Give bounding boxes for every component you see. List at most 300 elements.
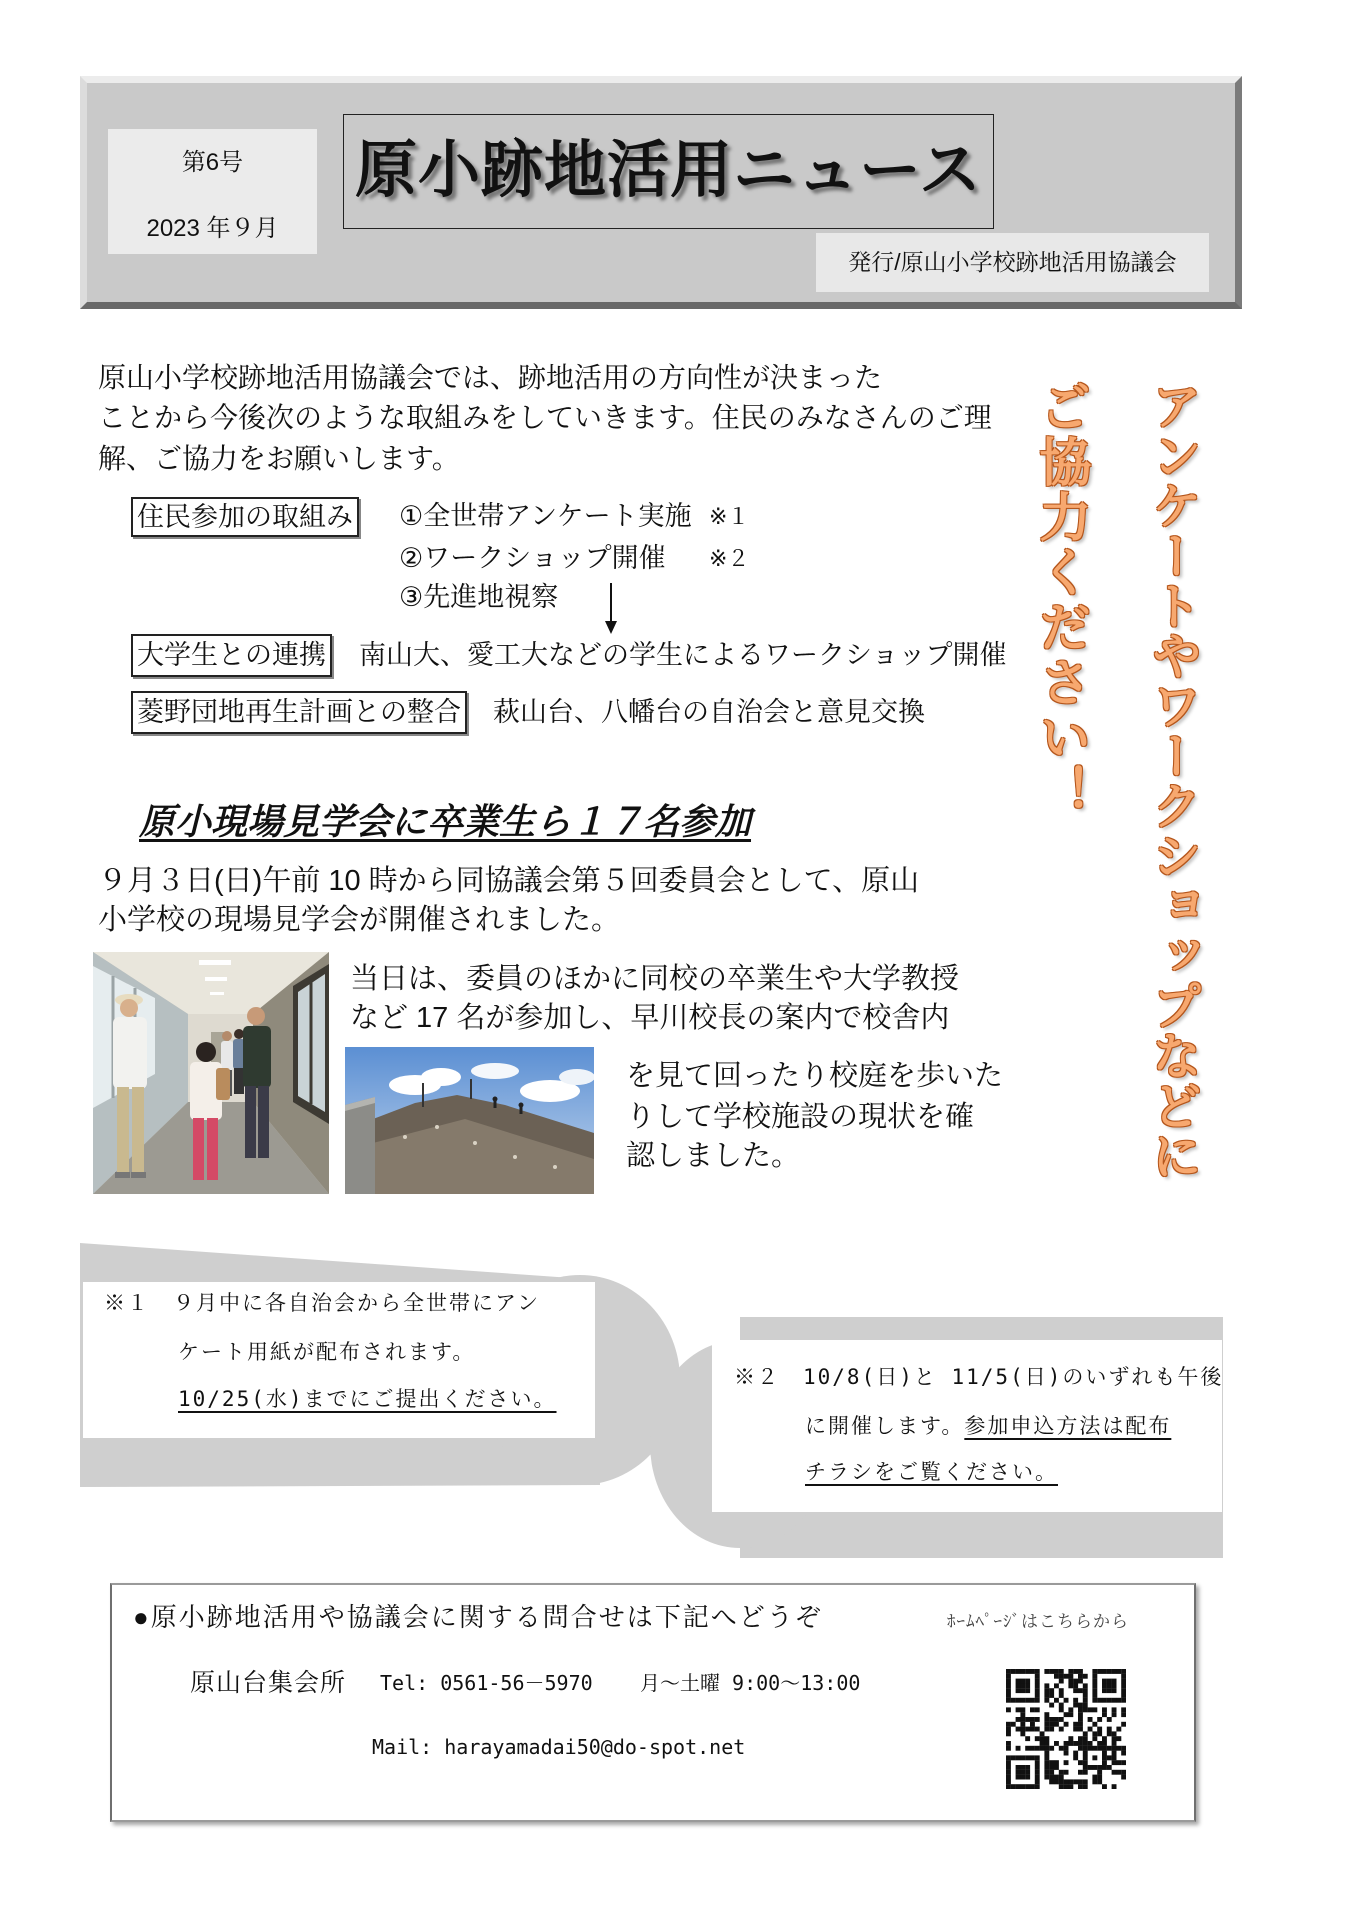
qr-module [1078,1712,1083,1717]
qr-module [1078,1770,1083,1775]
qr-module [1016,1765,1021,1770]
note1-line: ケート用紙が配布されます。 [178,1340,476,1364]
qr-module [1073,1727,1078,1732]
qr-module [1049,1693,1054,1698]
illustration-shape [494,1101,497,1108]
qr-module [1102,1765,1107,1770]
qr-module [1020,1688,1025,1693]
qr-module [1030,1755,1035,1760]
qr-module [1092,1698,1097,1703]
qr-module [1035,1765,1040,1770]
qr-module [1054,1669,1059,1674]
qr-module [1068,1707,1073,1712]
qr-module [1044,1712,1049,1717]
note2-application-text: 参加申込方法は配布 [964,1414,1172,1438]
qr-module [1049,1746,1054,1751]
qr-module [1083,1760,1088,1765]
qr-module [1064,1741,1069,1746]
qr-module [1016,1707,1021,1712]
qr-module [1030,1727,1035,1732]
qr-module [1112,1784,1117,1789]
qr-module [1107,1679,1112,1684]
qr-module [1097,1779,1102,1784]
qr-module [1059,1779,1064,1784]
qr-module [1064,1722,1069,1727]
qr-module [1054,1683,1059,1688]
qr-module [1078,1784,1083,1789]
illustration-shape [131,1172,146,1178]
illustration-shape [234,1029,244,1039]
qr-module [1025,1736,1030,1741]
initiative-item: ③先進地視察 [399,582,559,612]
qr-module [1044,1669,1049,1674]
qr-module [1073,1755,1078,1760]
qr-module [1016,1669,1021,1674]
qr-module [1097,1669,1102,1674]
qr-module [1049,1669,1054,1674]
qr-module [1112,1770,1117,1775]
qr-module [1049,1688,1054,1693]
article-body-line: を見て回ったり校庭を歩いた [626,1060,1004,1092]
article-intro-line: 小学校の現場見学会が開催されました。 [98,904,621,936]
illustration-shape [117,1087,129,1173]
qr-module [1092,1679,1097,1684]
illustration-shape [207,1118,218,1180]
qr-module [1068,1674,1073,1679]
issue-number: 第6号 [181,149,244,176]
article-intro-line: ９月３日(日)午前 10 時から同協議会第５回委員会として、原山 [98,865,920,897]
qr-module [1092,1775,1097,1780]
qr-module [1006,1693,1011,1698]
illustration-shape [210,992,224,995]
qr-module [1083,1731,1088,1736]
qr-module [1044,1741,1049,1746]
qr-module [1097,1731,1102,1736]
qr-module [1112,1755,1117,1760]
qr-module [1035,1775,1040,1780]
qr-module [1116,1746,1121,1751]
qr-module [1049,1722,1054,1727]
illustration-shape [519,1103,524,1108]
qr-module [1020,1755,1025,1760]
qr-module [1044,1683,1049,1688]
initiative-item: ②ワークショップ開催 [399,543,666,573]
illustration-shape [513,1155,517,1159]
qr-module [1044,1770,1049,1775]
qr-module [1006,1770,1011,1775]
qr-module [1078,1736,1083,1741]
qr-module [1078,1688,1083,1693]
qr-module [1078,1760,1083,1765]
qr-module [1035,1698,1040,1703]
qr-module [1016,1755,1021,1760]
contact-tel: Tel: 0561-56－5970 [380,1671,593,1695]
qr-module [1006,1779,1011,1784]
qr-module [1121,1760,1126,1765]
publisher-box [816,233,1209,292]
illustration-shape [435,1125,439,1129]
qr-module [1083,1703,1088,1708]
qr-module [1020,1707,1025,1712]
qr-module [1102,1688,1107,1693]
qr-module [1054,1722,1059,1727]
qr-module [1016,1683,1021,1688]
issue-date: 2023 年９月 [146,215,279,242]
illustration-shape [559,1069,594,1085]
qr-module [1064,1779,1069,1784]
qr-module [1035,1779,1040,1784]
qr-module [1068,1712,1073,1717]
qr-module [1102,1751,1107,1756]
qr-module [1006,1784,1011,1789]
qr-module [1083,1736,1088,1741]
qr-module [1035,1707,1040,1712]
qr-module [1097,1717,1102,1722]
qr-module [1121,1698,1126,1703]
qr-module [1059,1775,1064,1780]
qr-module [1020,1722,1025,1727]
note1-deadline: 10/25(水)までにご提出ください。 [178,1387,557,1411]
qr-module [1059,1770,1064,1775]
qr-code [1006,1669,1126,1789]
qr-module [1068,1779,1073,1784]
qr-module [1020,1770,1025,1775]
qr-module [1049,1765,1054,1770]
qr-module [1102,1669,1107,1674]
qr-module [1035,1688,1040,1693]
qr-module [1044,1688,1049,1693]
qr-module [1112,1760,1117,1765]
qr-module [1016,1727,1021,1732]
photo-schoolyard-image [345,1047,594,1194]
qr-module [1073,1683,1078,1688]
qr-module [1064,1674,1069,1679]
qr-module [1078,1741,1083,1746]
qr-module [1121,1775,1126,1780]
photo-hallway-image [93,952,329,1194]
qr-module [1049,1775,1054,1780]
qr-module [1097,1770,1102,1775]
qr-module [1092,1779,1097,1784]
qr-module [1025,1717,1030,1722]
illustration-shape [199,960,231,965]
qr-module [1097,1698,1102,1703]
qr-module [1054,1698,1059,1703]
illustration-shape [345,1097,375,1194]
qr-module [1011,1669,1016,1674]
qr-module [1044,1755,1049,1760]
qr-module [1054,1760,1059,1765]
qr-module [1020,1731,1025,1736]
qr-module [1044,1736,1049,1741]
qr-module [1016,1775,1021,1780]
qr-module [1083,1751,1088,1756]
qr-module [1025,1727,1030,1732]
homepage-label: ﾎｰﾑﾍﾟｰｼﾞはこちらから [947,1612,1129,1631]
qr-module [1088,1765,1093,1770]
qr-module [1025,1775,1030,1780]
qr-module [1044,1746,1049,1751]
illustration-shape [247,1007,265,1025]
qr-module [1006,1760,1011,1765]
qr-module [1092,1683,1097,1688]
qr-module [1035,1770,1040,1775]
qr-module [1025,1669,1030,1674]
qr-module [1097,1741,1102,1746]
qr-module [1006,1727,1011,1732]
qr-module [1078,1722,1083,1727]
illustration-shape [205,977,227,981]
illustration-shape [553,1165,557,1169]
qr-module [1006,1679,1011,1684]
qr-module [1016,1679,1021,1684]
qr-module [1030,1746,1035,1751]
qr-module [1059,1717,1064,1722]
qr-module [1078,1746,1083,1751]
illustration-shape [132,1087,144,1173]
qr-module [1020,1698,1025,1703]
qr-module [1059,1674,1064,1679]
qr-module [1020,1717,1025,1722]
qr-module [1035,1717,1040,1722]
illustration-shape [222,1031,232,1041]
qr-module [1092,1746,1097,1751]
initiative-item: ①全世帯アンケート実施 [399,501,692,531]
qr-module [1107,1727,1112,1732]
article-body-line: 当日は、委員のほかに同校の卒業生や大学教授 [350,963,960,995]
qr-module [1092,1707,1097,1712]
qr-module [1078,1717,1083,1722]
qr-module [1092,1731,1097,1736]
qr-module [1011,1722,1016,1727]
qr-module [1059,1784,1064,1789]
qr-module [1068,1669,1073,1674]
issue-info-box [108,129,317,254]
qr-module [1073,1688,1078,1693]
qr-module [1116,1760,1121,1765]
qr-module [1121,1770,1126,1775]
qr-module [1035,1679,1040,1684]
article-heading: 原小現場見学会に卒業生ら１７名参加 [139,801,752,842]
qr-module [1097,1765,1102,1770]
qr-module [1059,1727,1064,1732]
qr-module [1112,1669,1117,1674]
qr-module [1121,1707,1126,1712]
qr-module [1078,1707,1083,1712]
qr-module [1088,1741,1093,1746]
qr-module [1083,1674,1088,1679]
qr-module [1020,1765,1025,1770]
qr-module [1073,1779,1078,1784]
qr-module [1107,1755,1112,1760]
qr-module [1107,1669,1112,1674]
qr-module [1121,1722,1126,1727]
qr-module [1083,1765,1088,1770]
qr-module [1092,1693,1097,1698]
qr-module [1020,1683,1025,1688]
qr-module [1059,1693,1064,1698]
qr-module [1092,1765,1097,1770]
qr-module [1078,1674,1083,1679]
qr-module [1078,1779,1083,1784]
qr-module [1016,1784,1021,1789]
qr-module [1102,1746,1107,1751]
qr-module [1068,1736,1073,1741]
illustration-shape [193,1118,204,1180]
qr-module [1083,1784,1088,1789]
qr-module [1044,1727,1049,1732]
qr-module [1030,1717,1035,1722]
qr-module [1107,1683,1112,1688]
callout-column-survey-workshop: アンケートやワークショップなどに [1145,380,1201,1180]
illustration-shape [471,1063,519,1079]
article-body-line: りして学校施設の現状を確 [626,1101,975,1133]
qr-module [1035,1755,1040,1760]
qr-module [1044,1722,1049,1727]
qr-module [1006,1674,1011,1679]
qr-module [1088,1746,1093,1751]
qr-module [1006,1741,1011,1746]
qr-module [1116,1736,1121,1741]
qr-module [1068,1679,1073,1684]
qr-module [1083,1688,1088,1693]
qr-module [1030,1698,1035,1703]
qr-module [1054,1765,1059,1770]
qr-module [1025,1765,1030,1770]
qr-module [1097,1775,1102,1780]
callout-column-cooperation: ご協力ください！ [1031,380,1089,820]
note2-line [805,1410,1171,1442]
qr-module [1006,1746,1011,1751]
qr-module [1102,1784,1107,1789]
illustration-shape [258,1086,269,1158]
intro-line: 解、ご協力をお願いします。 [98,443,460,474]
qr-module [1006,1755,1011,1760]
qr-module [1020,1775,1025,1780]
qr-module [1044,1751,1049,1756]
qr-module [1025,1688,1030,1693]
university-collaboration-label: 大学生との連携 [131,634,332,677]
qr-module [1083,1683,1088,1688]
qr-module [1016,1717,1021,1722]
qr-module [1025,1679,1030,1684]
article-body-line: など 17 名が参加し、早川校長の案内で校舎内 [350,1002,950,1034]
qr-module [1040,1746,1045,1751]
qr-module [1102,1679,1107,1684]
qr-module [1112,1707,1117,1712]
qr-module [1054,1779,1059,1784]
qr-module [1040,1736,1045,1741]
illustration-shape [421,1068,461,1086]
illustration-shape [403,1135,407,1139]
illustration-shape [605,621,617,634]
qr-module [1049,1770,1054,1775]
photo-hallway-tour [93,952,329,1194]
qr-module [1054,1717,1059,1722]
qr-module [1035,1669,1040,1674]
qr-module [1116,1669,1121,1674]
qr-module [1020,1727,1025,1732]
qr-module [1011,1755,1016,1760]
newsletter-title-box [343,114,994,229]
qr-module [1112,1731,1117,1736]
qr-module [1088,1727,1093,1732]
qr-module [1083,1755,1088,1760]
qr-module [1083,1746,1088,1751]
qr-module [1107,1688,1112,1693]
qr-module [1016,1770,1021,1775]
qr-module [1030,1722,1035,1727]
qr-module [1112,1741,1117,1746]
qr-module [1020,1679,1025,1684]
qr-module [1088,1707,1093,1712]
qr-module [1064,1698,1069,1703]
qr-module [1068,1784,1073,1789]
qr-module [1073,1741,1078,1746]
qr-module [1092,1755,1097,1760]
qr-module [1083,1698,1088,1703]
qr-module [1006,1765,1011,1770]
qr-module [1097,1746,1102,1751]
qr-module [1016,1698,1021,1703]
illustration-shape [216,1068,230,1100]
qr-module [1035,1746,1040,1751]
qr-module [1121,1674,1126,1679]
qr-module [1073,1703,1078,1708]
qr-module [1112,1751,1117,1756]
qr-module [1030,1707,1035,1712]
contact-hours: 月～土曜 9:00～13:00 [640,1671,861,1695]
qr-module [1006,1669,1011,1674]
note1-line: ※１ ９月中に各自治会から全世帯にアン [104,1291,541,1315]
illustration-shape [234,1068,244,1094]
qr-module [1116,1698,1121,1703]
qr-module [1092,1674,1097,1679]
qr-module [1107,1746,1112,1751]
qr-module [1049,1717,1054,1722]
qr-module [1030,1669,1035,1674]
qr-module [1049,1779,1054,1784]
qr-module [1102,1707,1107,1712]
illustration-shape [221,1041,233,1071]
qr-module [1073,1751,1078,1756]
qr-module [1035,1736,1040,1741]
qr-module [1049,1727,1054,1732]
qr-module [1054,1674,1059,1679]
qr-module [1078,1727,1083,1732]
qr-module [1064,1760,1069,1765]
qr-module [1107,1731,1112,1736]
qr-module [1078,1679,1083,1684]
qr-module [1044,1717,1049,1722]
qr-module [1006,1731,1011,1736]
qr-module [1044,1693,1049,1698]
qr-module [1044,1765,1049,1770]
qr-module [1064,1712,1069,1717]
qr-module [1112,1679,1117,1684]
qr-module [1006,1722,1011,1727]
illustration-shape [493,1097,498,1102]
qr-module [1059,1669,1064,1674]
qr-module [1112,1746,1117,1751]
qr-module [1121,1669,1126,1674]
qr-module [1092,1736,1097,1741]
photo-schoolyard [345,1047,594,1194]
qr-module [1064,1770,1069,1775]
note2-line: ※２ 10/8(日)と 11/5(日)のいずれも午後 [734,1365,1224,1389]
qr-module [1059,1703,1064,1708]
qr-module [1068,1741,1073,1746]
